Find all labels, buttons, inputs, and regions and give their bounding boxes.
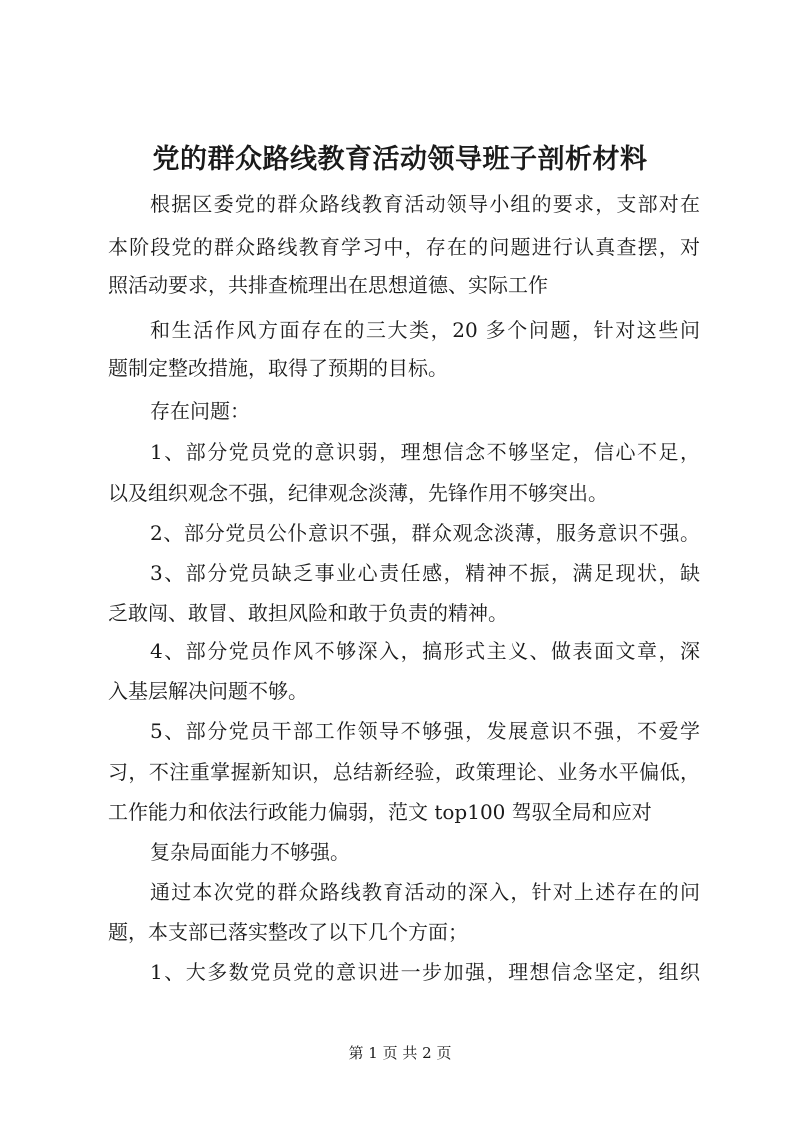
body-line: 乏敢闯、敢冒、敢担风险和敢于负责的精神。 (108, 601, 508, 625)
body-line: 入基层解决问题不够。 (108, 679, 308, 703)
body-line: 1、大多数党员党的意识进一步加强，理想信念坚定，组织 (150, 960, 700, 984)
body-line: 1、部分党员党的意识弱，理想信念不够坚定，信心不足， (150, 440, 700, 464)
body-line: 5、部分党员干部工作领导不够强，发展意识不强，不爱学 (150, 719, 700, 743)
body-line: 习，不注重掌握新知识，总结新经验，政策理论、业务水平偏低， (108, 760, 700, 784)
body-line: 复杂局面能力不够强。 (150, 840, 350, 864)
body-line: 工作能力和依法行政能力偏弱，范文 top100 驾驭全局和应对 (108, 800, 652, 824)
body-line: 照活动要求，共排查梳理出在思想道德、实际工作 (108, 273, 548, 297)
body-line: 通过本次党的群众路线教育活动的深入，针对上述存在的问 (150, 880, 700, 904)
body-line: 以及组织观念不强，纪律观念淡薄，先锋作用不够突出。 (108, 481, 608, 505)
body-line: 3、部分党员缺乏事业心责任感，精神不振，满足现状，缺 (150, 561, 700, 585)
body-line: 2、部分党员公仆意识不强，群众观念淡薄，服务意识不强。 (150, 521, 700, 545)
body-line: 和生活作风方面存在的三大类，20 多个问题，针对这些问 (150, 318, 700, 342)
document-title: 党的群众路线教育活动领导班子剖析材料 (152, 144, 648, 175)
body-line: 存在问题： (150, 399, 250, 423)
body-line: 本阶段党的群众路线教育学习中，存在的问题进行认真查摆，对 (108, 235, 700, 259)
body-line: 4、部分党员作风不够深入，搞形式主义、做表面文章，深 (150, 639, 700, 663)
body-line: 题，本支部已落实整改了以下几个方面； (108, 920, 468, 944)
page-number-footer: 第 1 页 共 2 页 (348, 1044, 452, 1062)
body-line: 题制定整改措施，取得了预期的目标。 (108, 356, 448, 380)
body-line: 根据区委党的群众路线教育活动领导小组的要求，支部对在 (150, 192, 700, 216)
